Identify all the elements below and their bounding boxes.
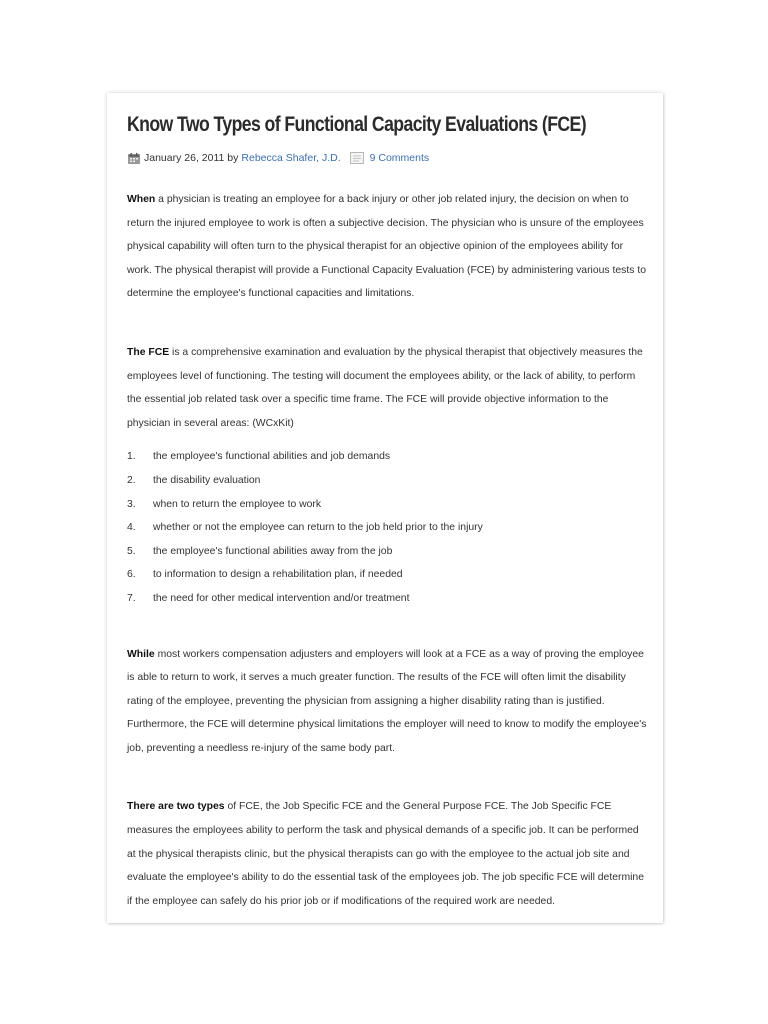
list-number: 1. [127,451,136,463]
paragraph-text: of FCE, the Job Specific FCE and the General Purpose FCE. The Job Specific FCE measures the employees ability to perform the task and physical demands of a specific job. It can be performed at the physical therapists clinic, but the physical therapists can go with the employee to the actual job site and evaluate the employee's ability to do the essential task of the employees job. The job specific FCE will determine if the employee can safely do his prior job or if modifications of the required work are needed. [127,801,644,907]
list-item [127,445,647,469]
paragraph-types [127,795,647,913]
fce-areas-list [127,445,647,610]
paragraph-fce-definition [127,341,647,435]
list-text: the need for other medical intervention and/or treatment [153,592,410,604]
list-number: 4. [127,522,136,534]
paragraph-purpose [127,643,647,761]
calendar-icon [128,153,140,164]
paragraph-intro [127,188,647,306]
list-item [127,563,647,587]
list-text: when to return the employee to work [153,498,322,510]
list-item [127,469,647,493]
comments-link[interactable]: 9 Comments [369,152,430,164]
list-number: 2. [127,474,136,486]
post-date: January 26, 2011 [144,152,225,164]
paragraph-lead: When [127,194,156,205]
list-number: 6. [127,569,136,581]
paragraph-lead: While [127,648,155,660]
paragraph-lead: The FCE [127,346,170,358]
list-text: the employee's functional abilities away from the job [153,545,393,557]
list-text: to information to design a rehabilitation plan, if needed [153,569,403,581]
paragraph-lead: There are two types [127,801,225,813]
list-number: 7. [127,592,136,604]
list-item [127,587,647,611]
list-item [127,493,647,517]
list-item [127,516,647,540]
article-card [107,93,663,923]
paragraph-text: most workers compensation adjusters and employers will look at a FCE as a way of proving the employee is able to return to work, it serves a much greater function. The results of the FCE will often limit the disability rating of the employee, preventing the physician from assigning a higher disability rating than is justified. Furthermore, the FCE will determine physical limitations the employer will need to know to modify the employee's job, preventing a needless re-injury of the same body part. [127,648,647,754]
article-body [127,188,647,913]
author-link[interactable]: Rebecca Shafer, J.D. [241,152,341,164]
paragraph-text: is a comprehensive examination and evaluation by the physical therapist that objectively measures the employees level of functioning. The testing will document the employees ability, or the lack of ability, to perform the essential job related task over a specific time frame. The FCE will provide objective information to the physician in several areas: (WCxKit) [127,346,643,429]
article-title[interactable]: Know Two Types of Functional Capacity Evaluations (FCE) [127,113,587,136]
paragraph-text: a physician is treating an employee for a back injury or other job related injury, the decision on when to return the injured employee to work is often a subjective decision. The physician who is unsure of the employees physical capability will often turn to the physical therapist for an objective opinion of the employees ability for work. The physical therapist will provide a Functional Capacity Evaluation (FCE) by administering various tests to determine the employee's functional capacities and limitations. [127,194,646,300]
article-meta [128,152,429,164]
list-item [127,540,647,564]
list-text: the employee's functional abilities and job demands [153,451,391,463]
list-text: the disability evaluation [153,474,261,486]
list-number: 5. [127,545,136,557]
by-label: by [227,152,239,164]
comment-icon [350,152,364,164]
list-number: 3. [127,498,136,510]
list-text: whether or not the employee can return to the job held prior to the injury [153,522,483,534]
